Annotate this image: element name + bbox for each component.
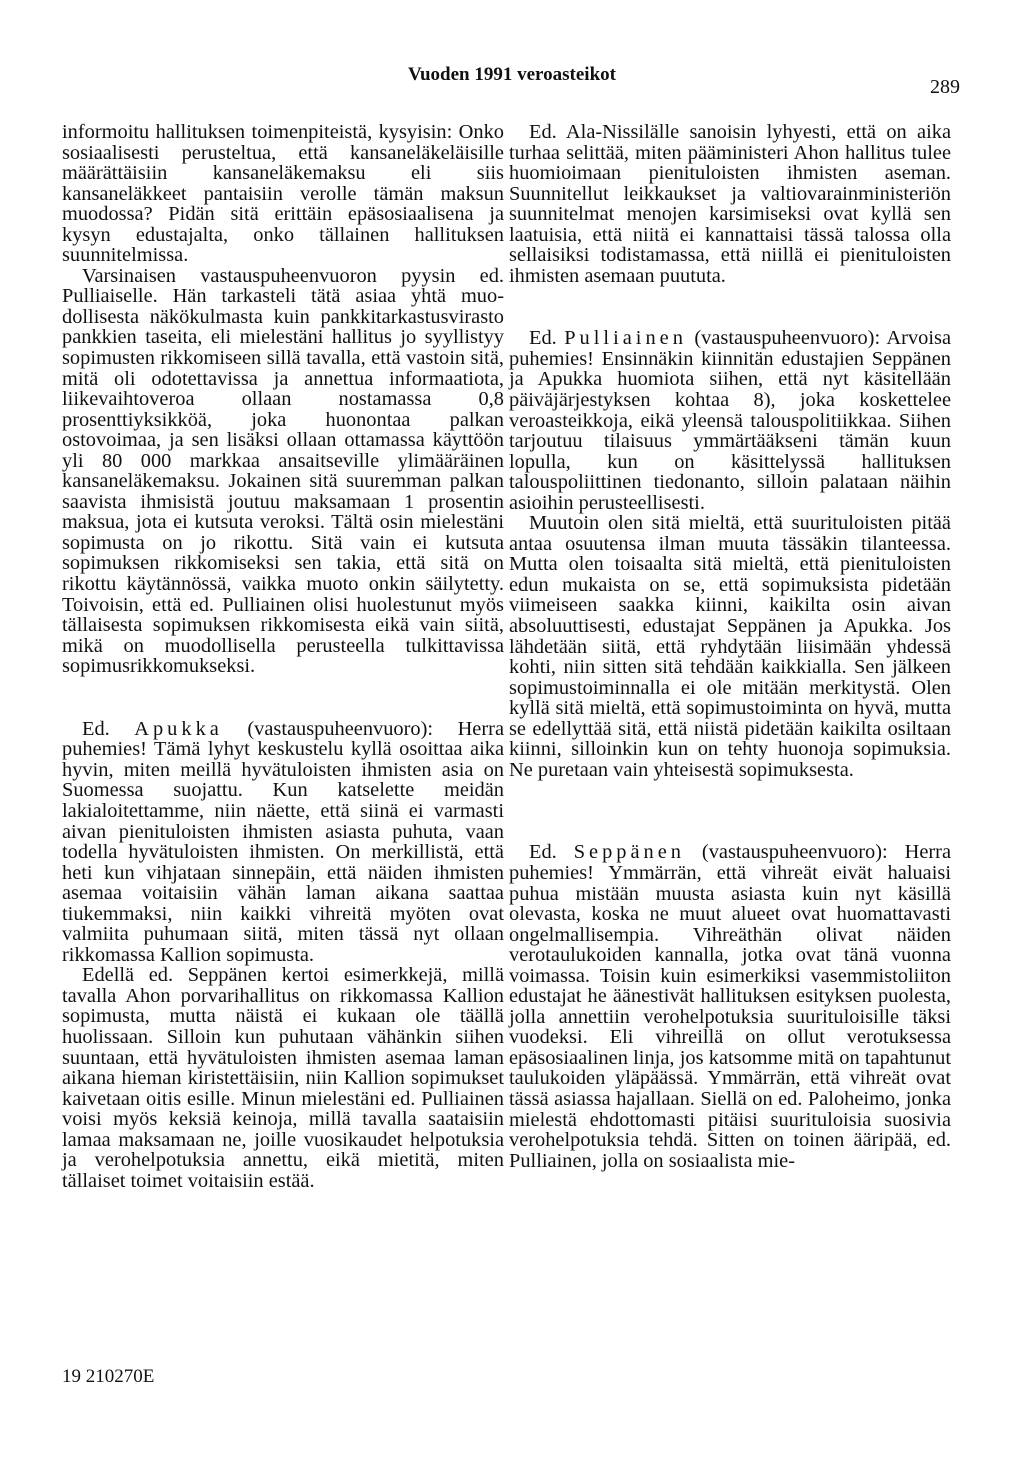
paragraph: Ed. Ala-Nissilälle sanoisin lyhyesti, että on aika turhaa selittää, miten pääministeri Ahon hallitus tulee huomioimaan pienituloisten ihmisten aseman. Suunnitellut leikkaukset ja valtiovarainministeriön suunnitelmat menojen karsimiseksi ovat kyllä sen laatuisia, että niitä ei kannattaisi tässä talossa olla sellaisiksi todistamassa, että niillä ei pienituloisten ihmisten asemaan puututa. bbox=[509, 121, 951, 287]
speech-seppanen bbox=[509, 842, 951, 1171]
speech-pulliainen bbox=[509, 328, 951, 513]
speaker-name: Apukka bbox=[134, 717, 223, 740]
paragraph: Varsinaisen vastauspuheenvuoron pyysin ed. Pulliaiselle. Hän tarkasteli tätä asiaa yhtä muodollisesta näkökulmasta kuin pankkitarkastusvirasto pankkien taseita, eli mielestäni hallitus jo syyllistyy sopimusten rikkomiseen sillä tavalla, että vastoin sitä, mitä oli odotettavissa ja annettua informaatiota, liikevaihtoveroa ollaan nostamassa 0,8 prosenttiyksikköä, joka huonontaa palkan ostovoimaa, ja sen lisäksi ollaan ottamassa käyttöön yli 80 000 markkaa ansaitseville ylimääräinen kansaneläkemaksu. Jokainen sitä suuremman palkan saavista ihmisistä joutuu maksamaan 1 prosentin maksua, jota ei kutsuta veroksi. Tältä osin mielestäni sopimusta on jo rikottu. Sitä vain ei kutsuta sopimuksen rikkomiseksi sen takia, että sitä on rikottu käytännössä, vaikka muoto onkin säilytetty. Toivoisin, että ed. Pulliainen olisi huolestunut myös tällaisesta sopimuksen rikkomisesta eikä vain siitä, mikä on muodollisella perusteella tulkittavissa sopimusrikkomukseksi. bbox=[62, 264, 504, 678]
paragraph: informoitu hallituksen toimenpiteistä, kysyisin: Onko sosiaalisesti perusteltua, että kansaneläkeläisille määrättäisiin kansaneläkemaksu eli siis kansaneläkkeet pantaisiin verolle tämän maksun muodossa? Pidän sitä erittäin epäsosiaalisena ja kysyn edustajalta, onko tällainen hallituksen suunnitelmissa. bbox=[62, 121, 504, 267]
speech-prefix: Ed. bbox=[529, 327, 565, 350]
speech-text: (vastauspuheenvuoro): Herra puhemies! Tämä lyhyt keskustelu kyllä osoittaa aika hyvin, miten meillä hyvätuloisten ihmisten asia on Suomessa suojattu. Kun katselette meidän lakialoitettamme, niin näette, että siinä ei varmasti aivan pienituloisten ihmisten asiasta puhuta, vaan todella hyvätuloisten ihmisten. On merkillistä, että heti kun vihjataan sinnepäin, että näiden ihmisten asemaa voitaisiin vähän laman aikana saattaa tiukemmaksi, niin kaikki vihreitä myöten ovat valmiita puhumaan siitä, miten tässä nyt ollaan rikkomassa Kallion sopimusta. bbox=[62, 717, 504, 966]
speaker-name: Pulliainen bbox=[564, 327, 687, 350]
speech-text: (vastauspuheenvuoro): Arvoisa puhemies! Ensinnäkin kiinnitän edustajien Seppänen ja Apukka huomiota siihen, että nyt käsitellään päiväjärjestyksen kohtaa 8), joka koskettelee veroasteikkoja, eikä yleensä talouspolitiikkaa. Siihen tarjoutuu tilaisuus ymmärtääkseni tämän kuun lopulla, kun on käsittelyssä hallituksen talouspoliittinen tiedonanto, silloin palataan näihin asioihin perusteellisesti. bbox=[509, 327, 951, 514]
paragraph: Edellä ed. Seppänen kertoi esimerkkejä, millä tavalla Ahon porvarihallitus on rikkomassa Kallion sopimusta, mutta näistä ei kukaan ole täällä huolissaan. Silloin kun puhutaan vähänkin siihen suuntaan, että hyvätuloisten ihmisten asemaa laman aikana hieman kiristettäisiin, niin Kallion sopimukset kaivetaan oitis esille. Minun mielestäni ed. Pulliainen voisi myös keksiä keinoja, millä tavalla saataisiin lamaa maksamaan ne, joille vuosikaudet helpotuksia ja verohelpotuksia annettu, eikä mietitä, miten tällaiset toimet voitaisiin estää. bbox=[62, 964, 504, 1192]
speech-apukka bbox=[62, 719, 504, 966]
running-title: Vuoden 1991 veroasteikot bbox=[408, 64, 616, 85]
right-column bbox=[509, 122, 951, 1171]
speech-text: (vastauspuheenvuoro): Herra puhemies! Ymmärrän, että vihreät eivät haluaisi puhua mistään muusta asiasta kuin nyt käsillä olevasta, koska ne muut alueet ovat huomattavasti ongelmallisempia. Vihreäthän olivat näiden verotaulukoiden kannalla, jotka ovat tänä vuonna voimassa. Toisin kuin esimerkiksi vasemmistoliiton edustajat he äänestivät hallituksen esityksen puolesta, jolla annettiin verohelpotuksia suurituloisille täksi vuodeksi. Eli vihreillä on ollut verotuksessa epäsosiaalinen linja, jos katsomme mitä on tapahtunut taulukoiden yläpäässä. Ymmärrän, että vihreät ovat tässä asiassa hajallaan. Siellä on ed. Paloheimo, jonka mielestä ehdottomasti pitäisi suurituloisia suosivia verohelpotuksia tehdä. Sitten on toinen ääripää, ed. Pulliainen, jolla on sosiaalista mie- bbox=[509, 841, 951, 1172]
page-number: 289 bbox=[930, 76, 960, 98]
left-column bbox=[62, 122, 504, 1191]
paragraph: Muutoin olen sitä mieltä, että suurituloisten pitää antaa osuutensa ilman muuta tässäkin tilanteessa. Mutta olen toisaalta sitä mieltä, että pienituloisten edun mukaista on se, että sopimuksista pidetään viimeiseen saakka kiinni, kaikilta osin aivan absoluuttisesti, edustajat Seppänen ja Apukka. Jos lähdetään siitä, että ryhdytään liisimään yhdessä kohti, niin sitten sitä tehdään kaikkialla. Sen jälkeen sopimustoiminnalla ei ole mitään merkitystä. Olen kyllä sitä mieltä, että sopimustoiminta on hyvä, mutta se edellyttää sitä, että niistä pidetään kaikilta osiltaan kiinni, silloinkin kun on tehty huonoja sopimuksia. Ne puretaan vain yhteisestä sopimuksesta. bbox=[509, 512, 951, 781]
print-code: 19 210270E bbox=[62, 1366, 155, 1387]
speaker-name: Seppänen bbox=[573, 841, 685, 864]
speech-prefix: Ed. bbox=[529, 841, 574, 864]
speech-prefix: Ed. bbox=[82, 717, 135, 740]
